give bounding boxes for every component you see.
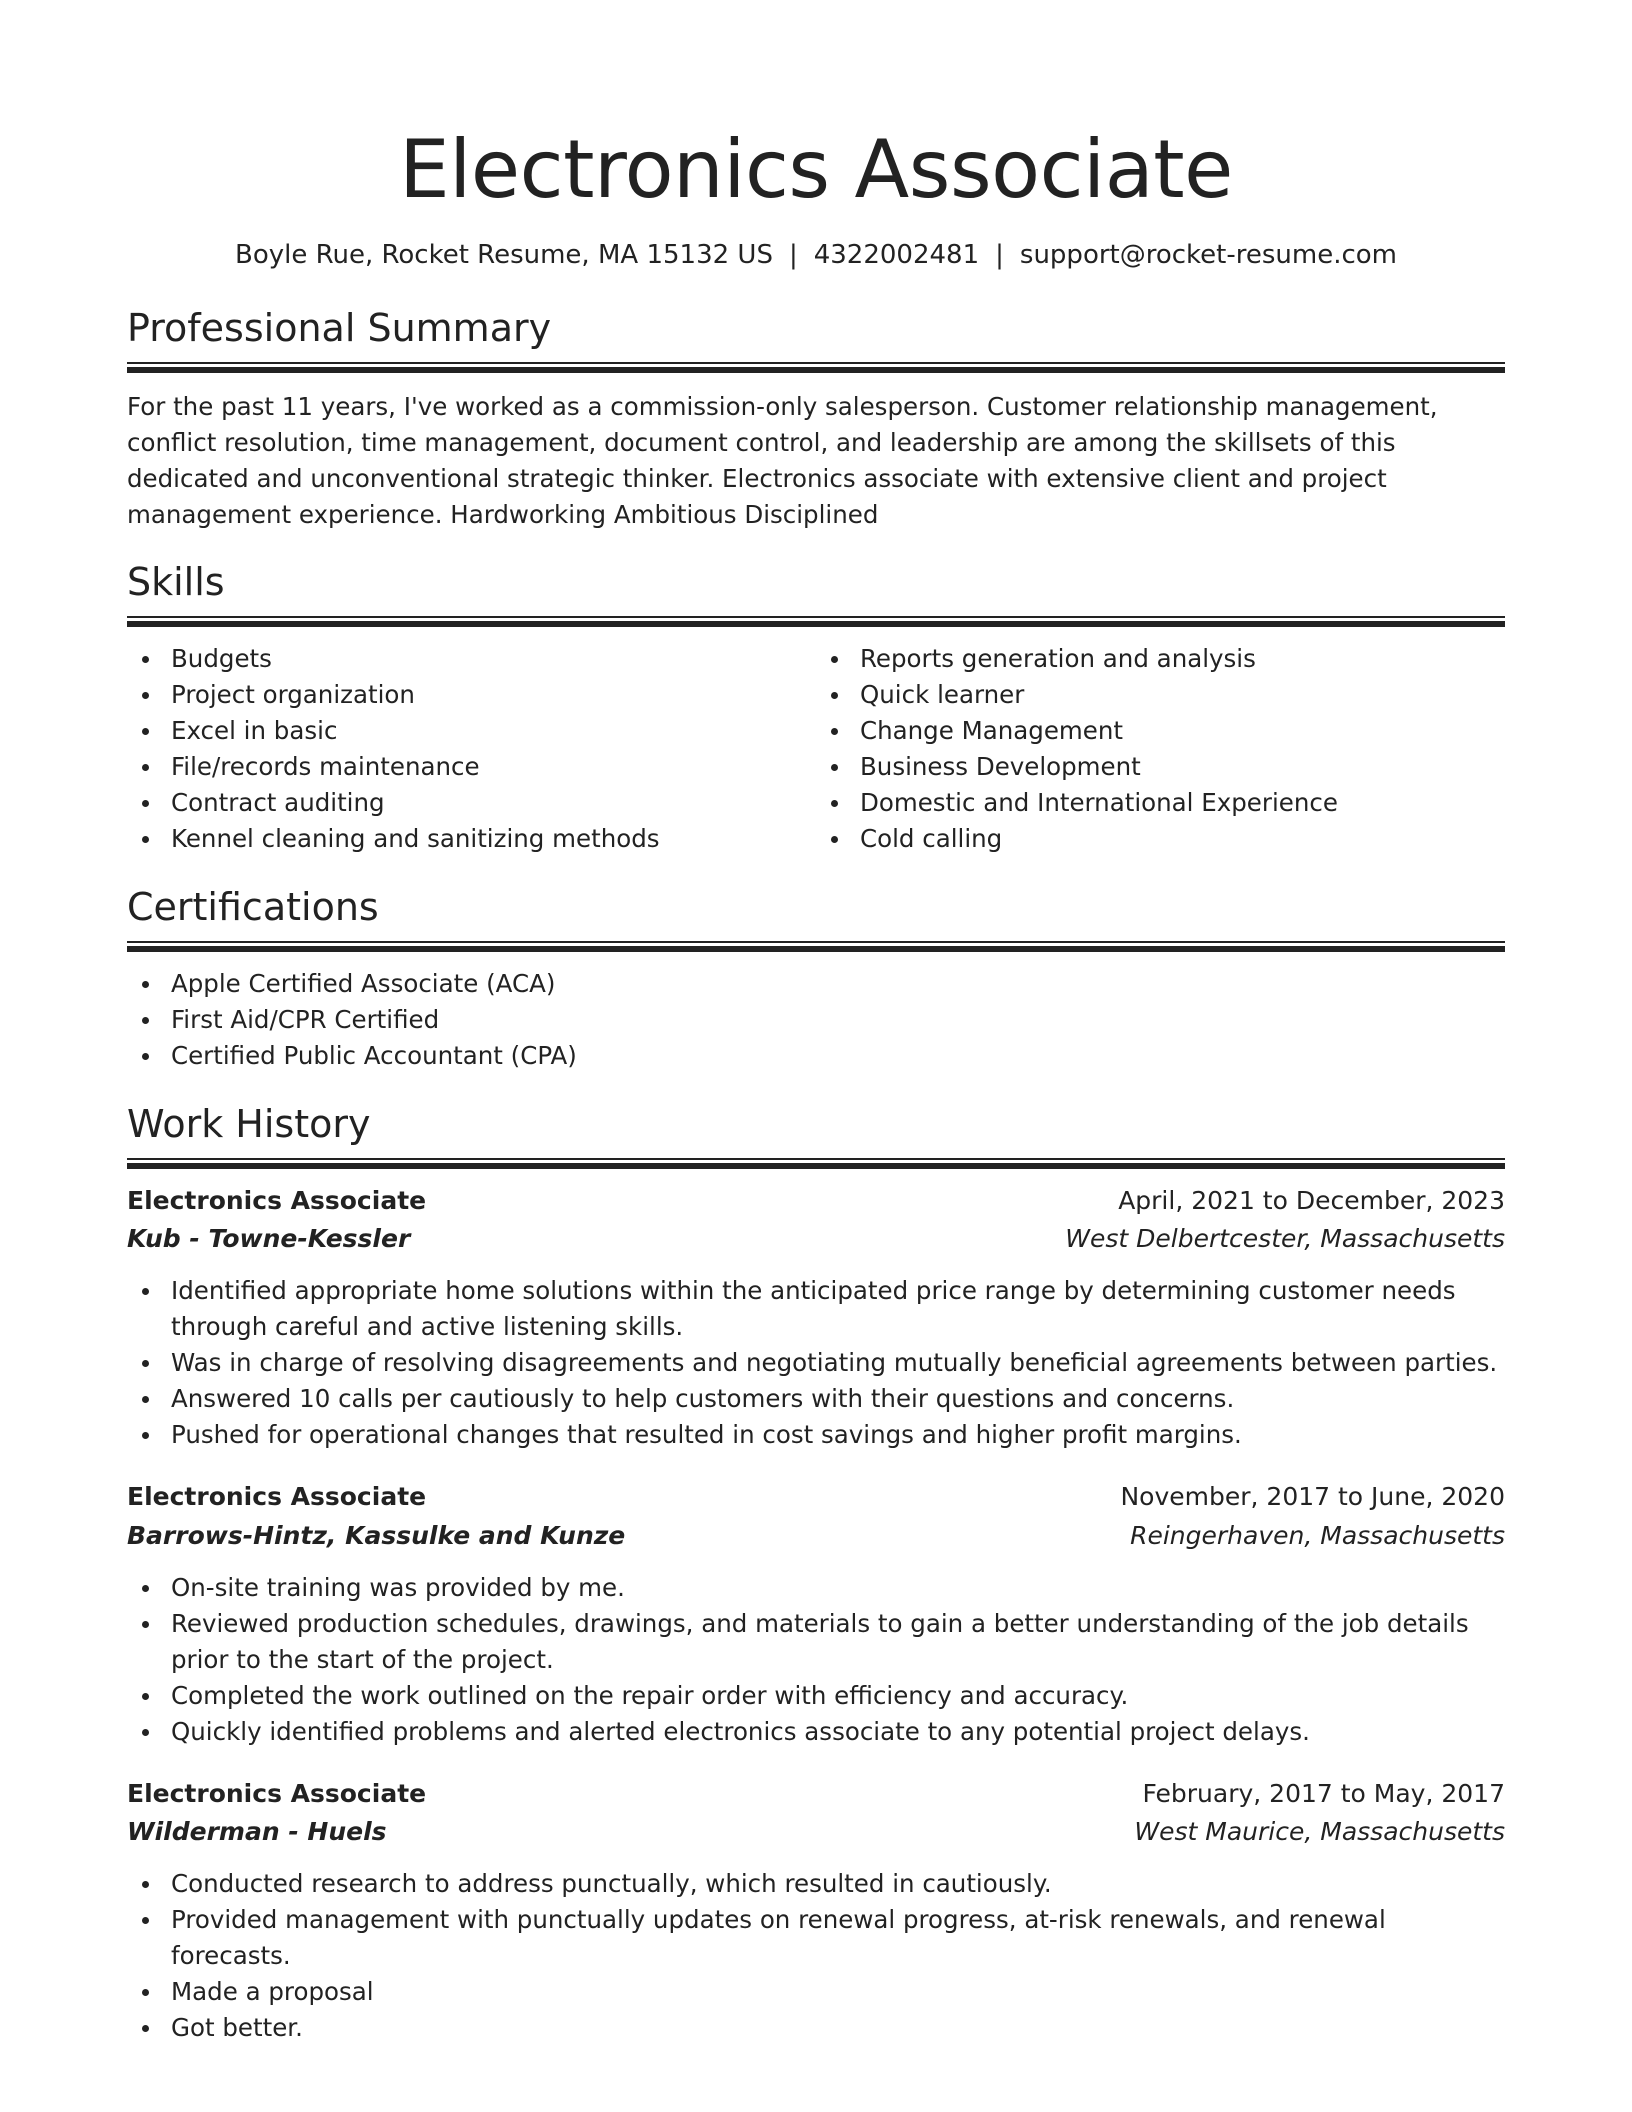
skills-grid [127, 641, 1505, 857]
summary-section [127, 304, 1505, 533]
section-divider [127, 941, 1505, 952]
job-subheader [127, 1221, 1505, 1257]
skills-section [127, 558, 1505, 857]
resume-name: Electronics Associate [399, 123, 1233, 216]
job-bullets [127, 1273, 1505, 1453]
skill-item: Project organization [127, 677, 816, 713]
contact-email: support@rocket-resume.com [1019, 240, 1398, 270]
job-header [127, 1183, 1505, 1219]
certifications-heading: Certifications [127, 885, 379, 929]
work-history-heading: Work History [127, 1102, 371, 1146]
skill-item: Quick learner [816, 677, 1505, 713]
job-entry [127, 1183, 1505, 1453]
skill-item: Excel in basic [127, 713, 816, 749]
skill-item: Budgets [127, 641, 816, 677]
skill-item: Contract auditing [127, 785, 816, 821]
work-history-section [127, 1100, 1505, 2046]
job-subheader [127, 1518, 1505, 1554]
job-bullet: Reviewed production schedules, drawings, and materials to gain a better understanding of the job details prior to the start of the project. [127, 1606, 1505, 1678]
job-bullet: Completed the work outlined on the repair order with efficiency and accuracy. [127, 1678, 1505, 1714]
skill-item: Reports generation and analysis [816, 641, 1505, 677]
contact-phone: 4322002481 [813, 240, 980, 270]
skill-item: Business Development [816, 749, 1505, 785]
skill-item: Kennel cleaning and sanitizing methods [127, 821, 816, 857]
contact-separator: | [995, 240, 1004, 270]
job-bullets [127, 1866, 1505, 2046]
job-location: West Delbertcester, Massachusetts [1065, 1224, 1505, 1253]
job-bullet: Was in charge of resolving disagreements and negotiating mutually beneficial agreements between parties. [127, 1345, 1505, 1381]
summary-heading: Professional Summary [127, 306, 552, 350]
skills-list-right [816, 641, 1505, 857]
job-bullet: Conducted research to address punctually, which resulted in cautiously. [127, 1866, 1505, 1902]
job-title: Electronics Associate [127, 1186, 427, 1215]
job-title: Electronics Associate [127, 1779, 427, 1808]
job-bullets [127, 1570, 1505, 1750]
job-dates: November, 2017 to June, 2020 [1120, 1482, 1505, 1511]
job-entry [127, 1479, 1505, 1750]
skill-item: Cold calling [816, 821, 1505, 857]
job-bullet: Answered 10 calls per cautiously to help customers with their questions and concerns. [127, 1381, 1505, 1417]
job-company: Barrows-Hintz, Kassulke and Kunze [127, 1521, 626, 1550]
certification-item: Apple Certified Associate (ACA) [127, 966, 1505, 1002]
job-bullet: Provided management with punctually updates on renewal progress, at-risk renewals, and renewal forecasts. [127, 1902, 1505, 1974]
job-subheader [127, 1814, 1505, 1850]
certification-item: Certified Public Accountant (CPA) [127, 1038, 1505, 1074]
job-bullet: Made a proposal [127, 1974, 1505, 2010]
job-entry [127, 1776, 1505, 2046]
contact-address: Boyle Rue, Rocket Resume, MA 15132 US [234, 240, 773, 270]
skill-item: Change Management [816, 713, 1505, 749]
certification-item: First Aid/CPR Certified [127, 1002, 1505, 1038]
section-divider [127, 362, 1505, 373]
job-header [127, 1776, 1505, 1812]
certifications-list [127, 966, 1505, 1074]
job-bullet: On-site training was provided by me. [127, 1570, 1505, 1606]
job-header [127, 1479, 1505, 1515]
job-company: Kub - Towne-Kessler [127, 1224, 411, 1253]
summary-text: For the past 11 years, I've worked as a commission-only salesperson. Customer relationship management, conflict resolution, time management, document control, and leadership are among the skillsets of this dedicated and unconventional strategic thinker. Electronics associate with extensive client and project management experience. Hardworking Ambitious Disciplined [127, 392, 1438, 529]
certifications-section [127, 883, 1505, 1074]
skills-list-left [127, 641, 816, 857]
job-location: West Maurice, Massachusetts [1134, 1817, 1505, 1846]
job-bullet: Pushed for operational changes that resulted in cost savings and higher profit margins. [127, 1417, 1505, 1453]
section-divider [127, 616, 1505, 627]
job-bullet: Got better. [127, 2010, 1505, 2046]
contact-separator: | [788, 240, 798, 270]
job-dates: February, 2017 to May, 2017 [1142, 1779, 1505, 1808]
job-bullet: Quickly identified problems and alerted electronics associate to any potential project delays. [127, 1714, 1505, 1750]
job-location: Reingerhaven, Massachusetts [1130, 1521, 1505, 1550]
job-company: Wilderman - Huels [127, 1817, 387, 1846]
skills-heading: Skills [127, 560, 225, 604]
contact-line [127, 238, 1505, 272]
skill-item: File/records maintenance [127, 749, 816, 785]
job-title: Electronics Associate [127, 1482, 427, 1511]
section-divider [127, 1158, 1505, 1169]
job-dates: April, 2021 to December, 2023 [1118, 1186, 1505, 1215]
job-bullet: Identified appropriate home solutions within the anticipated price range by determining customer needs through careful and active listening skills. [127, 1273, 1505, 1345]
skill-item: Domestic and International Experience [816, 785, 1505, 821]
